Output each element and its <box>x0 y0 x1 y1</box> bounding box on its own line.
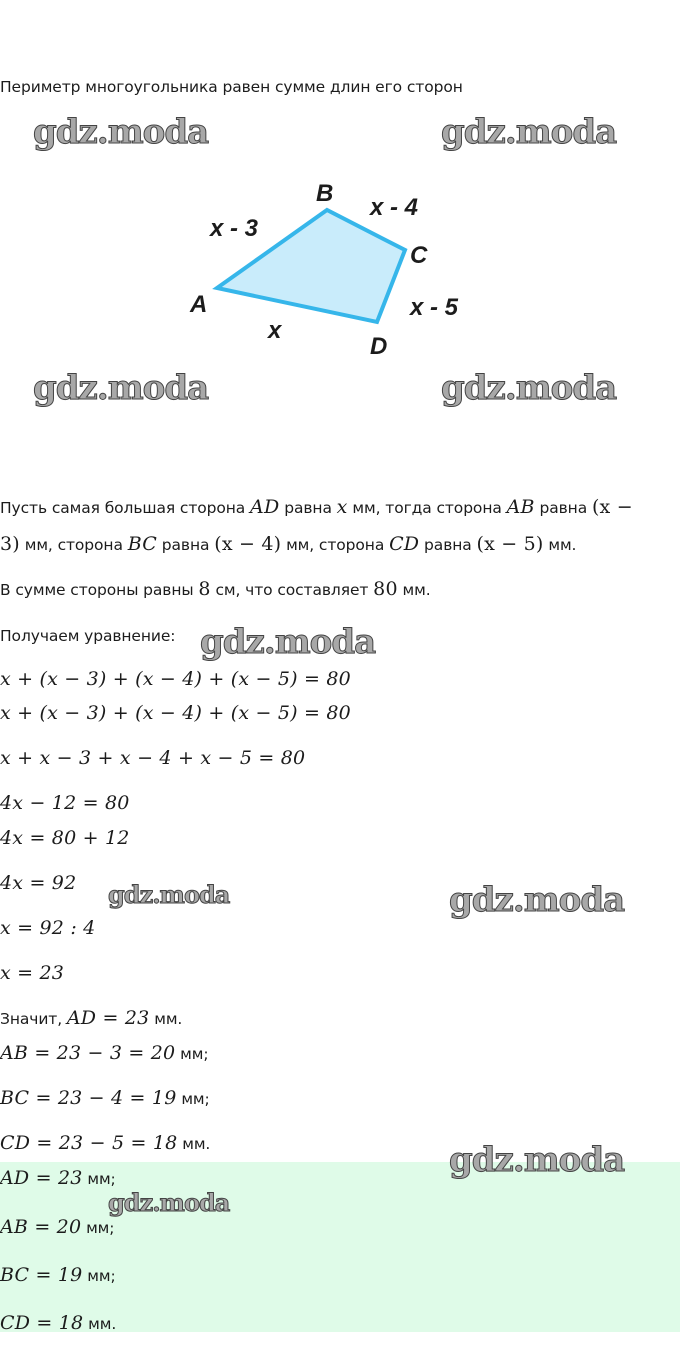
answer-line: AD = 23 мм; <box>0 1167 116 1189</box>
watermark: gdz.moda <box>108 880 230 909</box>
paragraph-equation-intro: Получаем уравнение: <box>0 627 176 645</box>
vertex-label-b: B <box>316 180 334 207</box>
equation-line: 4x = 92 <box>0 872 77 894</box>
vertex-label-d: D <box>370 333 388 360</box>
equation-line: x + (x − 3) + (x − 4) + (x − 5) = 80 <box>0 668 351 690</box>
watermark: gdz.moda <box>33 368 209 408</box>
watermark: gdz.moda <box>441 112 617 152</box>
answer-line: CD = 18 мм. <box>0 1312 117 1334</box>
watermark: gdz.moda <box>441 368 617 408</box>
answer-line: AB = 20 мм; <box>0 1216 115 1238</box>
equation-line: x = 92 : 4 <box>0 917 96 939</box>
answer-line: BC = 19 мм; <box>0 1264 116 1286</box>
intro-text: Периметр многоугольника равен сумме длин его сторон <box>0 78 463 96</box>
result-line: Значит, AD = 23 мм. <box>0 1007 183 1029</box>
vertex-label-c: C <box>410 242 428 269</box>
equation-line: x + (x − 3) + (x − 4) + (x − 5) = 80 <box>0 702 351 724</box>
equation-line: x + x − 3 + x − 4 + x − 5 = 80 <box>0 747 306 769</box>
side-label-cd: x - 5 <box>410 294 459 321</box>
watermark: gdz.moda <box>108 1188 230 1217</box>
paragraph-sum: В сумме стороны равны 8 см, что составляет 80 мм. <box>0 578 431 600</box>
vertex-label-a: A <box>190 291 208 318</box>
equation-line: x = 23 <box>0 962 65 984</box>
watermark: gdz.moda <box>449 880 625 920</box>
side-label-ab: x - 3 <box>210 215 259 242</box>
paragraph-sides-line2: 3) мм, сторона BC равна (x − 4) мм, сторона CD равна (x − 5) мм. <box>0 533 577 555</box>
equation-line: 4x − 12 = 80 <box>0 792 130 814</box>
side-label-ad: x <box>268 317 282 344</box>
paragraph-sides-line1: Пусть самая большая сторона AD равна x мм, тогда сторона AB равна (x − <box>0 496 633 518</box>
equation-line: 4x = 80 + 12 <box>0 827 130 849</box>
watermark: gdz.moda <box>33 112 209 152</box>
calc-line: CD = 23 − 5 = 18 мм. <box>0 1132 211 1154</box>
watermark: gdz.moda <box>200 622 376 662</box>
side-label-bc: x - 4 <box>370 194 419 221</box>
calc-line: BC = 23 − 4 = 19 мм; <box>0 1087 210 1109</box>
quadrilateral-figure <box>0 160 680 370</box>
watermark: gdz.moda <box>449 1140 625 1180</box>
calc-line: AB = 23 − 3 = 20 мм; <box>0 1042 209 1064</box>
